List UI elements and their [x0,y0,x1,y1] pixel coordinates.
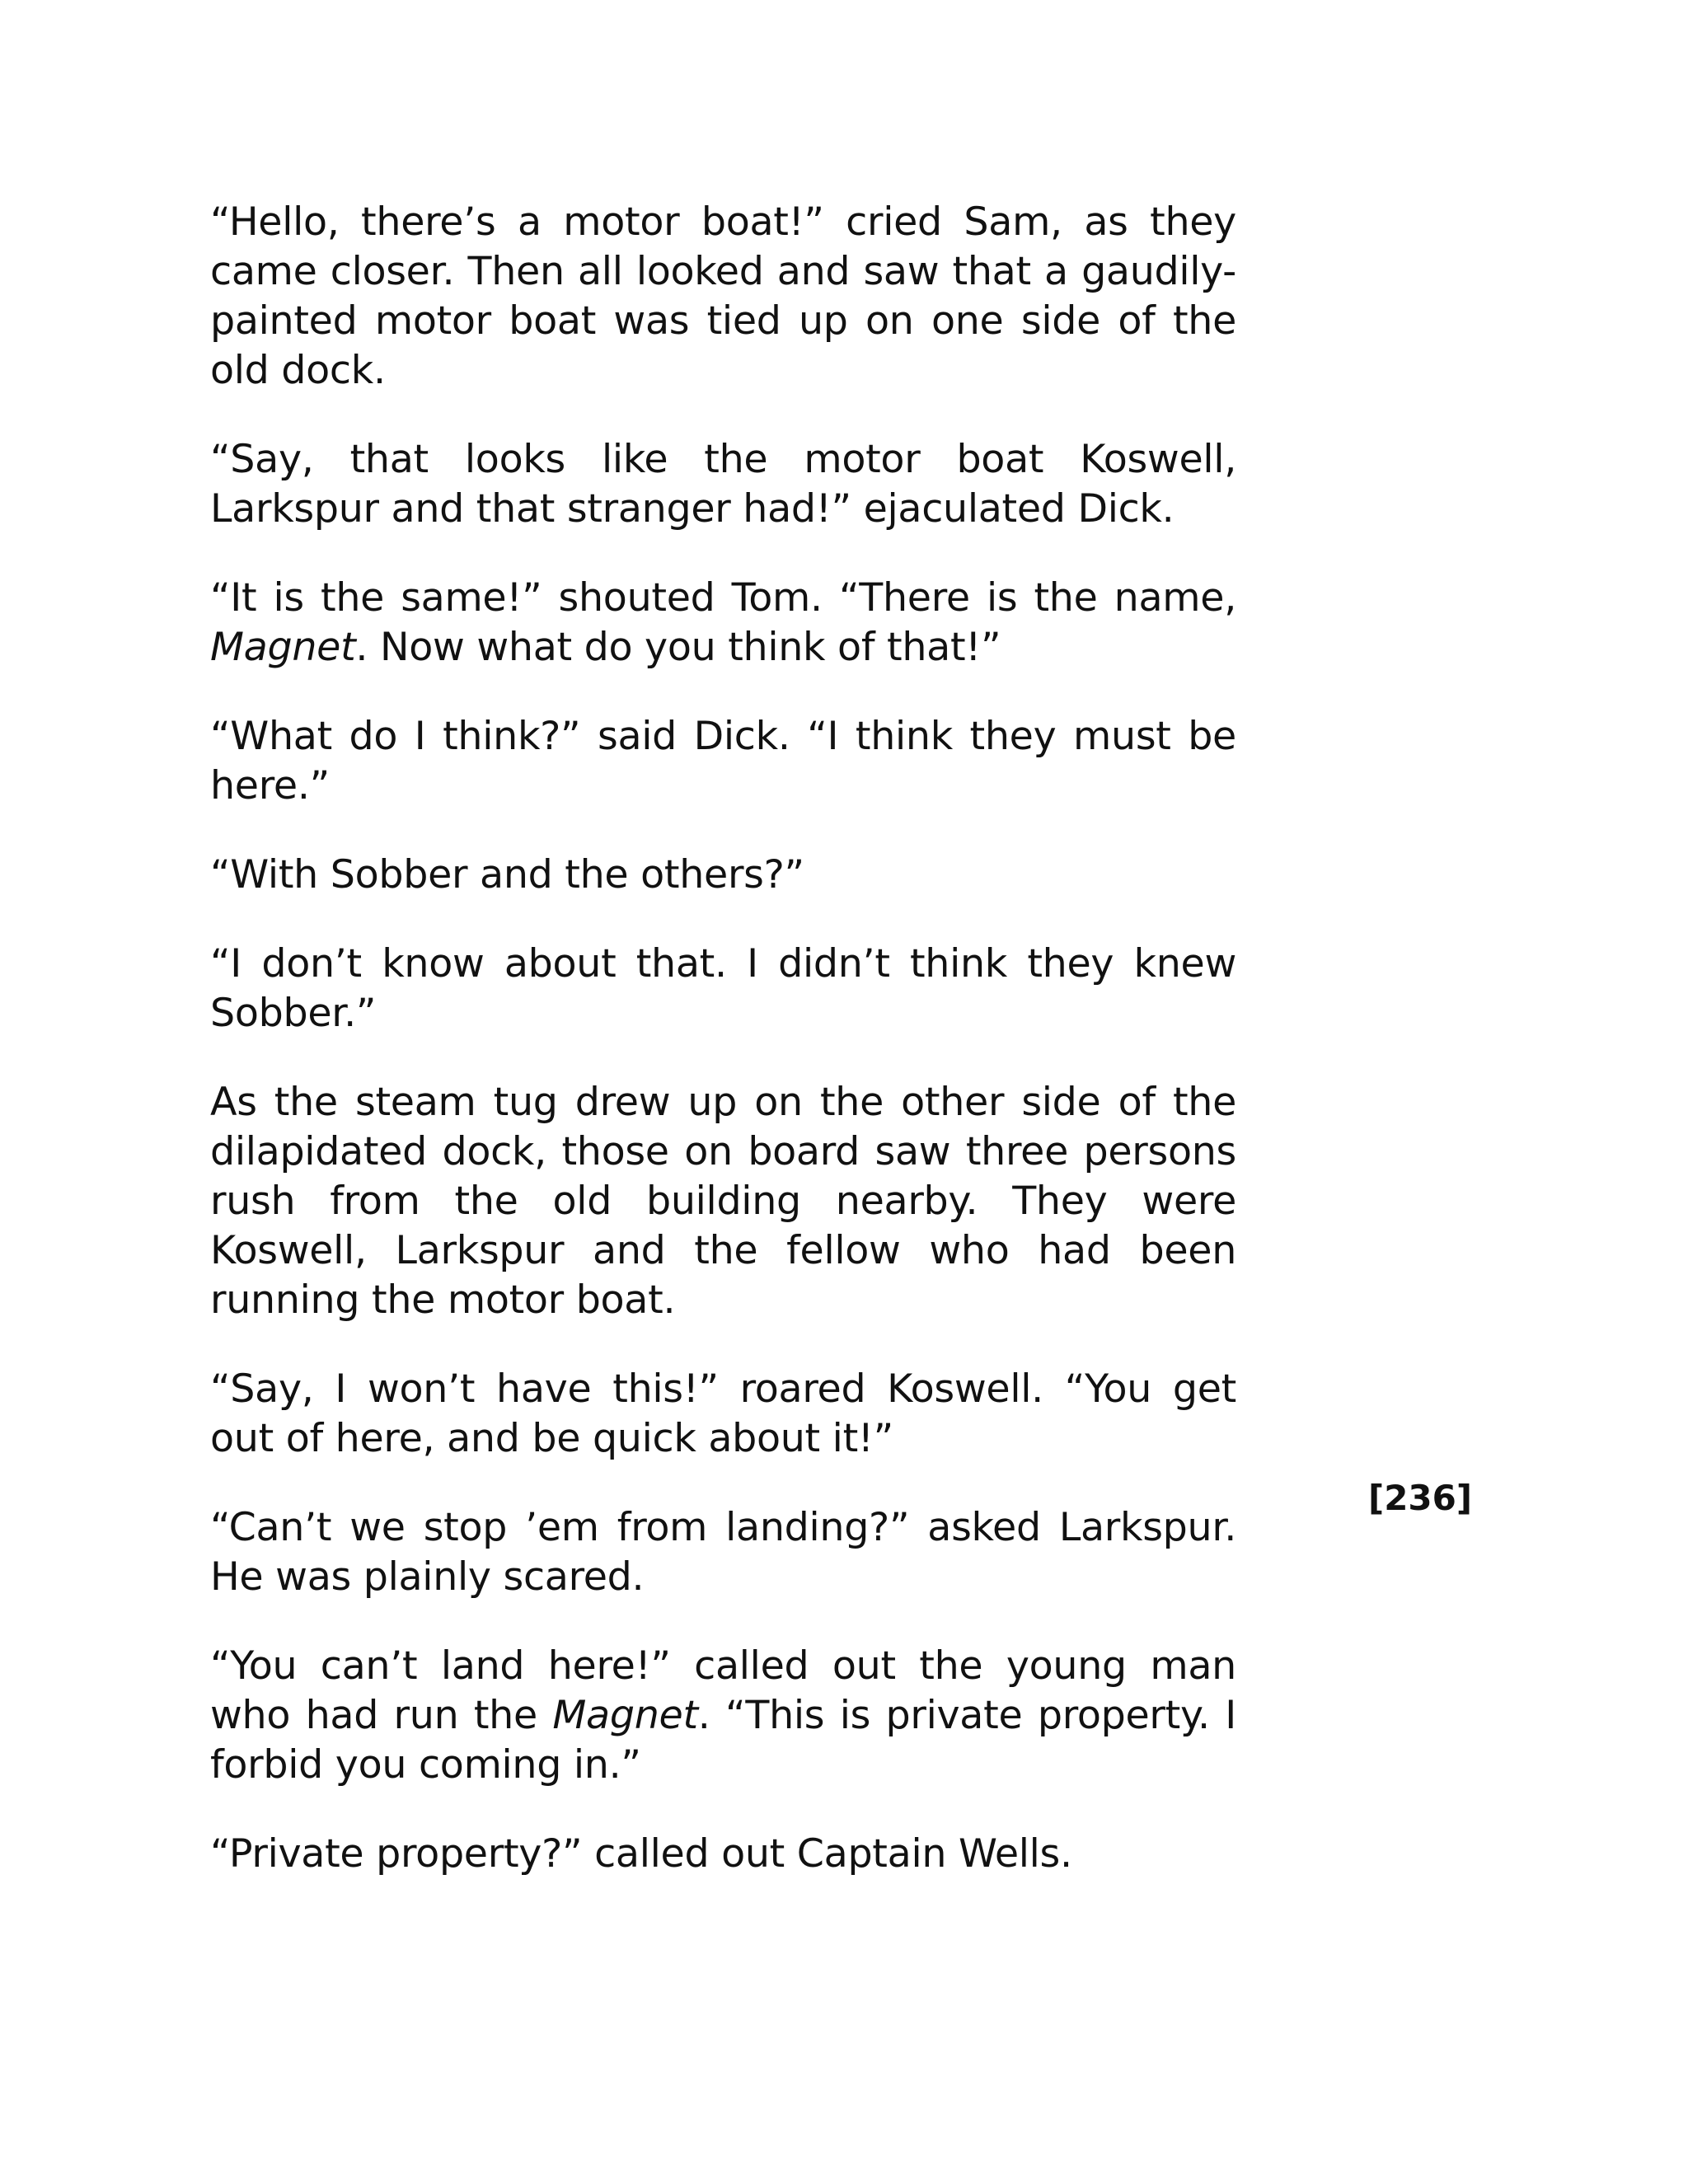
paragraph [210,940,1236,1038]
paragraph-text: “It is the same!” shouted Tom. “There is the name, [210,575,1236,621]
paragraph [210,712,1236,811]
paragraph-text: “Hello, there’s a motor boat!” cried Sam, as they came closer. Then all looked and saw that a gaudily-painted motor boat was tied up on one side of the old dock. [210,199,1236,393]
paragraph-text: “What do I think?” said Dick. “I think they must be here.” [210,714,1236,808]
body-text [210,198,1236,1919]
ship-name-italic: Magnet [210,625,356,670]
paragraph [210,1365,1236,1464]
paragraph-text: “Can’t we stop ’em from landing?” asked Larkspur. He was plainly scared. [210,1505,1236,1600]
paragraph [210,435,1236,534]
paragraph-text: “You can’t land here!” called out the young man who had run the [210,1643,1236,1738]
page-number: [236] [1368,1478,1473,1518]
paragraph-text: “Private property?” called out Captain Wells. [210,1831,1072,1877]
ship-name-italic: Magnet [552,1693,698,1738]
paragraph-text: . “This is private property. I forbid you coming in.” [210,1693,1236,1788]
paragraph [210,851,1236,900]
paragraph [210,1830,1236,1879]
paragraph-text: “Say, that looks like the motor boat Koswell, Larkspur and that stranger had!” ejaculated Dick. [210,437,1236,532]
paragraph [210,574,1236,673]
paragraph-text: “I don’t know about that. I didn’t think they knew Sobber.” [210,941,1236,1036]
paragraph [210,1503,1236,1602]
paragraph [210,198,1236,396]
paragraph-text: “With Sobber and the others?” [210,852,804,898]
paragraph-text: . Now what do you think of that!” [355,625,1001,670]
paragraph [210,1642,1236,1790]
paragraph-text: As the steam tug drew up on the other side of the dilapidated dock, those on board saw three persons rush from the old building nearby. They were Koswell, Larkspur and the fellow who had been running the motor boat. [210,1080,1236,1323]
paragraph [210,1078,1236,1325]
paragraph-text: “Say, I won’t have this!” roared Koswell. “You get out of here, and be quick about it!” [210,1366,1236,1461]
